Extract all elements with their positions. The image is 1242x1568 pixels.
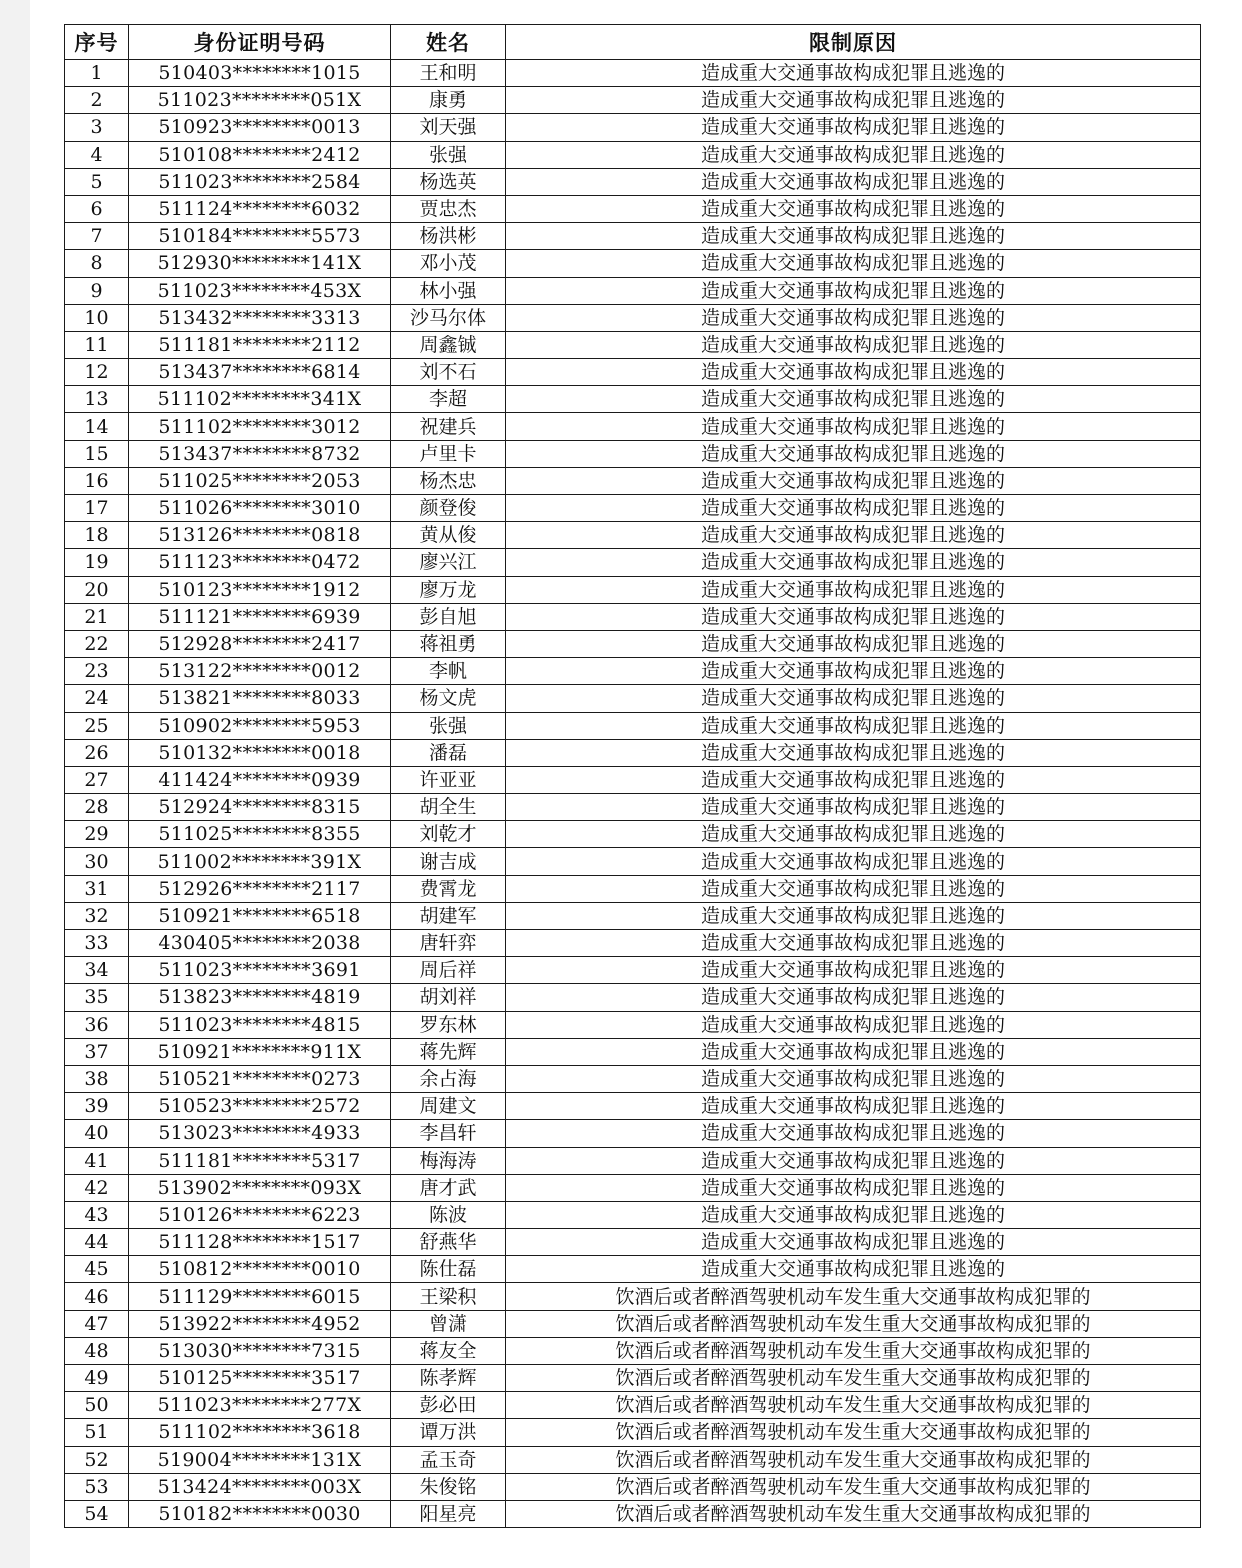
cell-name: 康勇 xyxy=(391,87,506,114)
table-row xyxy=(65,1011,1201,1038)
cell-name: 杨杰忠 xyxy=(391,467,506,494)
cell-restriction-reason: 造成重大交通事故构成犯罪且逃逸的 xyxy=(506,739,1201,766)
cell-id-number: 411424********0939 xyxy=(129,766,391,793)
cell-serial-no: 22 xyxy=(65,630,129,657)
header-id-number: 身份证明号码 xyxy=(129,25,391,60)
table-row xyxy=(65,495,1201,522)
table-row xyxy=(65,1283,1201,1310)
cell-name: 颜登俊 xyxy=(391,495,506,522)
cell-restriction-reason: 造成重大交通事故构成犯罪且逃逸的 xyxy=(506,984,1201,1011)
cell-id-number: 510921********6518 xyxy=(129,902,391,929)
cell-id-number: 511025********2053 xyxy=(129,467,391,494)
cell-restriction-reason: 造成重大交通事故构成犯罪且逃逸的 xyxy=(506,386,1201,413)
cell-serial-no: 31 xyxy=(65,875,129,902)
cell-name: 陈波 xyxy=(391,1201,506,1228)
cell-id-number: 511121********6939 xyxy=(129,603,391,630)
header-name: 姓名 xyxy=(391,25,506,60)
cell-name: 李帆 xyxy=(391,658,506,685)
cell-restriction-reason: 造成重大交通事故构成犯罪且逃逸的 xyxy=(506,1011,1201,1038)
cell-serial-no: 33 xyxy=(65,930,129,957)
cell-name: 林小强 xyxy=(391,277,506,304)
table-row xyxy=(65,984,1201,1011)
table-row xyxy=(65,386,1201,413)
cell-restriction-reason: 造成重大交通事故构成犯罪且逃逸的 xyxy=(506,331,1201,358)
cell-restriction-reason: 造成重大交通事故构成犯罪且逃逸的 xyxy=(506,359,1201,386)
table-row xyxy=(65,304,1201,331)
cell-name: 曾潇 xyxy=(391,1310,506,1337)
cell-name: 廖兴江 xyxy=(391,549,506,576)
cell-serial-no: 16 xyxy=(65,467,129,494)
cell-serial-no: 6 xyxy=(65,195,129,222)
cell-id-number: 513023********4933 xyxy=(129,1120,391,1147)
cell-serial-no: 25 xyxy=(65,712,129,739)
cell-serial-no: 44 xyxy=(65,1229,129,1256)
cell-name: 李昌轩 xyxy=(391,1120,506,1147)
cell-name: 陈仕磊 xyxy=(391,1256,506,1283)
cell-serial-no: 7 xyxy=(65,223,129,250)
cell-name: 杨洪彬 xyxy=(391,223,506,250)
cell-id-number: 511123********0472 xyxy=(129,549,391,576)
cell-id-number: 510182********0030 xyxy=(129,1500,391,1527)
cell-restriction-reason: 饮酒后或者醉酒驾驶机动车发生重大交通事故构成犯罪的 xyxy=(506,1446,1201,1473)
cell-restriction-reason: 造成重大交通事故构成犯罪且逃逸的 xyxy=(506,930,1201,957)
cell-id-number: 511023********2584 xyxy=(129,168,391,195)
cell-serial-no: 39 xyxy=(65,1093,129,1120)
cell-restriction-reason: 造成重大交通事故构成犯罪且逃逸的 xyxy=(506,467,1201,494)
cell-serial-no: 27 xyxy=(65,766,129,793)
cell-name: 李超 xyxy=(391,386,506,413)
cell-serial-no: 23 xyxy=(65,658,129,685)
cell-id-number: 511181********2112 xyxy=(129,331,391,358)
cell-serial-no: 50 xyxy=(65,1392,129,1419)
cell-id-number: 510923********0013 xyxy=(129,114,391,141)
cell-serial-no: 20 xyxy=(65,576,129,603)
table-row xyxy=(65,1065,1201,1092)
cell-id-number: 511002********391X xyxy=(129,848,391,875)
cell-serial-no: 13 xyxy=(65,386,129,413)
cell-serial-no: 5 xyxy=(65,168,129,195)
cell-restriction-reason: 造成重大交通事故构成犯罪且逃逸的 xyxy=(506,522,1201,549)
cell-restriction-reason: 造成重大交通事故构成犯罪且逃逸的 xyxy=(506,794,1201,821)
cell-id-number: 511023********453X xyxy=(129,277,391,304)
cell-serial-no: 9 xyxy=(65,277,129,304)
table-row xyxy=(65,522,1201,549)
cell-restriction-reason: 造成重大交通事故构成犯罪且逃逸的 xyxy=(506,304,1201,331)
cell-name: 王和明 xyxy=(391,60,506,87)
table-row xyxy=(65,250,1201,277)
cell-id-number: 512924********8315 xyxy=(129,794,391,821)
cell-serial-no: 19 xyxy=(65,549,129,576)
cell-id-number: 513122********0012 xyxy=(129,658,391,685)
cell-restriction-reason: 造成重大交通事故构成犯罪且逃逸的 xyxy=(506,413,1201,440)
cell-name: 彭必田 xyxy=(391,1392,506,1419)
cell-restriction-reason: 造成重大交通事故构成犯罪且逃逸的 xyxy=(506,685,1201,712)
cell-serial-no: 1 xyxy=(65,60,129,87)
cell-restriction-reason: 造成重大交通事故构成犯罪且逃逸的 xyxy=(506,495,1201,522)
cell-serial-no: 53 xyxy=(65,1473,129,1500)
cell-serial-no: 28 xyxy=(65,794,129,821)
cell-id-number: 510126********6223 xyxy=(129,1201,391,1228)
cell-name: 蒋祖勇 xyxy=(391,630,506,657)
cell-restriction-reason: 造成重大交通事故构成犯罪且逃逸的 xyxy=(506,1147,1201,1174)
table-row xyxy=(65,223,1201,250)
cell-name: 胡刘祥 xyxy=(391,984,506,1011)
cell-serial-no: 47 xyxy=(65,1310,129,1337)
cell-serial-no: 29 xyxy=(65,821,129,848)
cell-serial-no: 4 xyxy=(65,141,129,168)
cell-name: 杨选英 xyxy=(391,168,506,195)
table-row xyxy=(65,331,1201,358)
cell-name: 胡建军 xyxy=(391,902,506,929)
cell-restriction-reason: 造成重大交通事故构成犯罪且逃逸的 xyxy=(506,1201,1201,1228)
table-row xyxy=(65,359,1201,386)
cell-restriction-reason: 造成重大交通事故构成犯罪且逃逸的 xyxy=(506,1174,1201,1201)
cell-name: 廖万龙 xyxy=(391,576,506,603)
cell-serial-no: 54 xyxy=(65,1500,129,1527)
cell-serial-no: 34 xyxy=(65,957,129,984)
cell-id-number: 513432********3313 xyxy=(129,304,391,331)
cell-name: 王梁积 xyxy=(391,1283,506,1310)
cell-id-number: 511102********3618 xyxy=(129,1419,391,1446)
cell-restriction-reason: 造成重大交通事故构成犯罪且逃逸的 xyxy=(506,630,1201,657)
cell-serial-no: 11 xyxy=(65,331,129,358)
cell-name: 舒燕华 xyxy=(391,1229,506,1256)
cell-id-number: 513821********8033 xyxy=(129,685,391,712)
cell-serial-no: 37 xyxy=(65,1038,129,1065)
cell-restriction-reason: 造成重大交通事故构成犯罪且逃逸的 xyxy=(506,1256,1201,1283)
cell-serial-no: 14 xyxy=(65,413,129,440)
cell-serial-no: 15 xyxy=(65,440,129,467)
cell-name: 蒋先辉 xyxy=(391,1038,506,1065)
cell-id-number: 511124********6032 xyxy=(129,195,391,222)
table-row xyxy=(65,930,1201,957)
cell-restriction-reason: 造成重大交通事故构成犯罪且逃逸的 xyxy=(506,875,1201,902)
cell-name: 卢里卡 xyxy=(391,440,506,467)
cell-restriction-reason: 造成重大交通事故构成犯罪且逃逸的 xyxy=(506,195,1201,222)
cell-restriction-reason: 饮酒后或者醉酒驾驶机动车发生重大交通事故构成犯罪的 xyxy=(506,1365,1201,1392)
cell-serial-no: 18 xyxy=(65,522,129,549)
table-row xyxy=(65,766,1201,793)
table-row xyxy=(65,739,1201,766)
cell-restriction-reason: 饮酒后或者醉酒驾驶机动车发生重大交通事故构成犯罪的 xyxy=(506,1337,1201,1364)
cell-name: 蒋友全 xyxy=(391,1337,506,1364)
cell-id-number: 511181********5317 xyxy=(129,1147,391,1174)
cell-name: 沙马尔体 xyxy=(391,304,506,331)
table-row xyxy=(65,114,1201,141)
table-row xyxy=(65,141,1201,168)
table-row xyxy=(65,712,1201,739)
table-row xyxy=(65,87,1201,114)
cell-name: 唐轩弈 xyxy=(391,930,506,957)
cell-id-number: 512926********2117 xyxy=(129,875,391,902)
cell-serial-no: 2 xyxy=(65,87,129,114)
cell-name: 黄从俊 xyxy=(391,522,506,549)
cell-name: 祝建兵 xyxy=(391,413,506,440)
table-row xyxy=(65,1419,1201,1446)
table-row xyxy=(65,848,1201,875)
cell-id-number: 510403********1015 xyxy=(129,60,391,87)
cell-name: 费霄龙 xyxy=(391,875,506,902)
cell-id-number: 510521********0273 xyxy=(129,1065,391,1092)
cell-name: 周鑫铖 xyxy=(391,331,506,358)
table-row xyxy=(65,630,1201,657)
cell-name: 陈孝辉 xyxy=(391,1365,506,1392)
cell-serial-no: 49 xyxy=(65,1365,129,1392)
cell-serial-no: 10 xyxy=(65,304,129,331)
cell-id-number: 513437********8732 xyxy=(129,440,391,467)
cell-id-number: 511023********277X xyxy=(129,1392,391,1419)
cell-serial-no: 45 xyxy=(65,1256,129,1283)
cell-id-number: 510523********2572 xyxy=(129,1093,391,1120)
cell-name: 张强 xyxy=(391,712,506,739)
cell-name: 胡全生 xyxy=(391,794,506,821)
cell-id-number: 513902********093X xyxy=(129,1174,391,1201)
cell-name: 邓小茂 xyxy=(391,250,506,277)
cell-id-number: 513823********4819 xyxy=(129,984,391,1011)
cell-restriction-reason: 造成重大交通事故构成犯罪且逃逸的 xyxy=(506,87,1201,114)
table-row xyxy=(65,467,1201,494)
table-row xyxy=(65,1093,1201,1120)
table-row xyxy=(65,1201,1201,1228)
cell-id-number: 510812********0010 xyxy=(129,1256,391,1283)
cell-restriction-reason: 造成重大交通事故构成犯罪且逃逸的 xyxy=(506,1065,1201,1092)
table-row xyxy=(65,658,1201,685)
cell-id-number: 511023********4815 xyxy=(129,1011,391,1038)
table-body xyxy=(65,60,1201,1528)
cell-name: 贾忠杰 xyxy=(391,195,506,222)
cell-serial-no: 36 xyxy=(65,1011,129,1038)
cell-restriction-reason: 造成重大交通事故构成犯罪且逃逸的 xyxy=(506,848,1201,875)
table-row xyxy=(65,1446,1201,1473)
cell-serial-no: 32 xyxy=(65,902,129,929)
table-row xyxy=(65,168,1201,195)
cell-name: 孟玉奇 xyxy=(391,1446,506,1473)
cell-restriction-reason: 饮酒后或者醉酒驾驶机动车发生重大交通事故构成犯罪的 xyxy=(506,1500,1201,1527)
cell-restriction-reason: 饮酒后或者醉酒驾驶机动车发生重大交通事故构成犯罪的 xyxy=(506,1310,1201,1337)
cell-id-number: 510108********2412 xyxy=(129,141,391,168)
cell-name: 朱俊铭 xyxy=(391,1473,506,1500)
cell-serial-no: 51 xyxy=(65,1419,129,1446)
cell-name: 潘磊 xyxy=(391,739,506,766)
table-row xyxy=(65,1365,1201,1392)
cell-id-number: 510123********1912 xyxy=(129,576,391,603)
cell-id-number: 513126********0818 xyxy=(129,522,391,549)
cell-restriction-reason: 造成重大交通事故构成犯罪且逃逸的 xyxy=(506,821,1201,848)
restriction-table xyxy=(64,24,1201,1528)
cell-restriction-reason: 造成重大交通事故构成犯罪且逃逸的 xyxy=(506,766,1201,793)
table-row xyxy=(65,1038,1201,1065)
table-row xyxy=(65,1229,1201,1256)
cell-serial-no: 42 xyxy=(65,1174,129,1201)
cell-serial-no: 41 xyxy=(65,1147,129,1174)
cell-id-number: 510902********5953 xyxy=(129,712,391,739)
cell-restriction-reason: 饮酒后或者醉酒驾驶机动车发生重大交通事故构成犯罪的 xyxy=(506,1473,1201,1500)
table-row xyxy=(65,1256,1201,1283)
table-row xyxy=(65,902,1201,929)
cell-serial-no: 48 xyxy=(65,1337,129,1364)
cell-id-number: 511023********3691 xyxy=(129,957,391,984)
cell-restriction-reason: 造成重大交通事故构成犯罪且逃逸的 xyxy=(506,223,1201,250)
cell-id-number: 510184********5573 xyxy=(129,223,391,250)
cell-name: 余占海 xyxy=(391,1065,506,1092)
cell-name: 杨文虎 xyxy=(391,685,506,712)
cell-name: 罗东林 xyxy=(391,1011,506,1038)
cell-restriction-reason: 造成重大交通事故构成犯罪且逃逸的 xyxy=(506,114,1201,141)
cell-restriction-reason: 造成重大交通事故构成犯罪且逃逸的 xyxy=(506,957,1201,984)
header-serial-no: 序号 xyxy=(65,25,129,60)
table-row xyxy=(65,875,1201,902)
table-row xyxy=(65,1337,1201,1364)
cell-id-number: 511023********051X xyxy=(129,87,391,114)
cell-id-number: 511025********8355 xyxy=(129,821,391,848)
cell-restriction-reason: 造成重大交通事故构成犯罪且逃逸的 xyxy=(506,603,1201,630)
table-row xyxy=(65,1473,1201,1500)
cell-serial-no: 46 xyxy=(65,1283,129,1310)
cell-id-number: 512928********2417 xyxy=(129,630,391,657)
cell-restriction-reason: 造成重大交通事故构成犯罪且逃逸的 xyxy=(506,549,1201,576)
cell-id-number: 511102********3012 xyxy=(129,413,391,440)
table-row xyxy=(65,1174,1201,1201)
cell-restriction-reason: 造成重大交通事故构成犯罪且逃逸的 xyxy=(506,141,1201,168)
table-row xyxy=(65,1500,1201,1527)
cell-serial-no: 38 xyxy=(65,1065,129,1092)
table-row xyxy=(65,195,1201,222)
cell-id-number: 513437********6814 xyxy=(129,359,391,386)
cell-id-number: 511102********341X xyxy=(129,386,391,413)
cell-restriction-reason: 造成重大交通事故构成犯罪且逃逸的 xyxy=(506,902,1201,929)
cell-name: 谭万洪 xyxy=(391,1419,506,1446)
header-row xyxy=(65,25,1201,60)
cell-restriction-reason: 造成重大交通事故构成犯罪且逃逸的 xyxy=(506,658,1201,685)
cell-name: 唐才武 xyxy=(391,1174,506,1201)
table-row xyxy=(65,1392,1201,1419)
table-row xyxy=(65,413,1201,440)
cell-restriction-reason: 造成重大交通事故构成犯罪且逃逸的 xyxy=(506,1038,1201,1065)
cell-id-number: 513424********003X xyxy=(129,1473,391,1500)
cell-id-number: 510132********0018 xyxy=(129,739,391,766)
cell-name: 梅海涛 xyxy=(391,1147,506,1174)
cell-name: 许亚亚 xyxy=(391,766,506,793)
table-row xyxy=(65,60,1201,87)
cell-restriction-reason: 造成重大交通事故构成犯罪且逃逸的 xyxy=(506,1120,1201,1147)
table-row xyxy=(65,794,1201,821)
cell-serial-no: 35 xyxy=(65,984,129,1011)
cell-restriction-reason: 造成重大交通事故构成犯罪且逃逸的 xyxy=(506,440,1201,467)
cell-restriction-reason: 饮酒后或者醉酒驾驶机动车发生重大交通事故构成犯罪的 xyxy=(506,1283,1201,1310)
cell-restriction-reason: 饮酒后或者醉酒驾驶机动车发生重大交通事故构成犯罪的 xyxy=(506,1419,1201,1446)
table-row xyxy=(65,685,1201,712)
cell-name: 彭自旭 xyxy=(391,603,506,630)
cell-name: 周建文 xyxy=(391,1093,506,1120)
table-row xyxy=(65,1310,1201,1337)
cell-restriction-reason: 造成重大交通事故构成犯罪且逃逸的 xyxy=(506,1229,1201,1256)
table-row xyxy=(65,821,1201,848)
cell-name: 刘乾才 xyxy=(391,821,506,848)
cell-name: 张强 xyxy=(391,141,506,168)
cell-id-number: 511128********1517 xyxy=(129,1229,391,1256)
cell-serial-no: 40 xyxy=(65,1120,129,1147)
cell-id-number: 430405********2038 xyxy=(129,930,391,957)
cell-name: 谢吉成 xyxy=(391,848,506,875)
table-row xyxy=(65,957,1201,984)
table-row xyxy=(65,440,1201,467)
cell-restriction-reason: 造成重大交通事故构成犯罪且逃逸的 xyxy=(506,250,1201,277)
cell-serial-no: 17 xyxy=(65,495,129,522)
cell-id-number: 511129********6015 xyxy=(129,1283,391,1310)
cell-serial-no: 24 xyxy=(65,685,129,712)
cell-name: 刘天强 xyxy=(391,114,506,141)
cell-serial-no: 43 xyxy=(65,1201,129,1228)
table-row xyxy=(65,576,1201,603)
cell-name: 刘不石 xyxy=(391,359,506,386)
cell-serial-no: 3 xyxy=(65,114,129,141)
cell-serial-no: 52 xyxy=(65,1446,129,1473)
cell-name: 阳星亮 xyxy=(391,1500,506,1527)
cell-restriction-reason: 造成重大交通事故构成犯罪且逃逸的 xyxy=(506,1093,1201,1120)
document-page xyxy=(30,0,1242,1568)
cell-serial-no: 30 xyxy=(65,848,129,875)
cell-restriction-reason: 饮酒后或者醉酒驾驶机动车发生重大交通事故构成犯罪的 xyxy=(506,1392,1201,1419)
cell-serial-no: 8 xyxy=(65,250,129,277)
cell-serial-no: 26 xyxy=(65,739,129,766)
header-restriction-reason: 限制原因 xyxy=(506,25,1201,60)
cell-id-number: 511026********3010 xyxy=(129,495,391,522)
cell-restriction-reason: 造成重大交通事故构成犯罪且逃逸的 xyxy=(506,168,1201,195)
table-row xyxy=(65,277,1201,304)
cell-serial-no: 21 xyxy=(65,603,129,630)
cell-name: 周后祥 xyxy=(391,957,506,984)
cell-id-number: 510125********3517 xyxy=(129,1365,391,1392)
table-row xyxy=(65,603,1201,630)
cell-id-number: 512930********141X xyxy=(129,250,391,277)
cell-restriction-reason: 造成重大交通事故构成犯罪且逃逸的 xyxy=(506,277,1201,304)
cell-id-number: 513030********7315 xyxy=(129,1337,391,1364)
table-row xyxy=(65,1147,1201,1174)
table-header xyxy=(65,25,1201,60)
cell-restriction-reason: 造成重大交通事故构成犯罪且逃逸的 xyxy=(506,712,1201,739)
table-row xyxy=(65,1120,1201,1147)
cell-restriction-reason: 造成重大交通事故构成犯罪且逃逸的 xyxy=(506,576,1201,603)
cell-id-number: 519004********131X xyxy=(129,1446,391,1473)
cell-id-number: 513922********4952 xyxy=(129,1310,391,1337)
table-row xyxy=(65,549,1201,576)
cell-restriction-reason: 造成重大交通事故构成犯罪且逃逸的 xyxy=(506,60,1201,87)
cell-id-number: 510921********911X xyxy=(129,1038,391,1065)
cell-serial-no: 12 xyxy=(65,359,129,386)
